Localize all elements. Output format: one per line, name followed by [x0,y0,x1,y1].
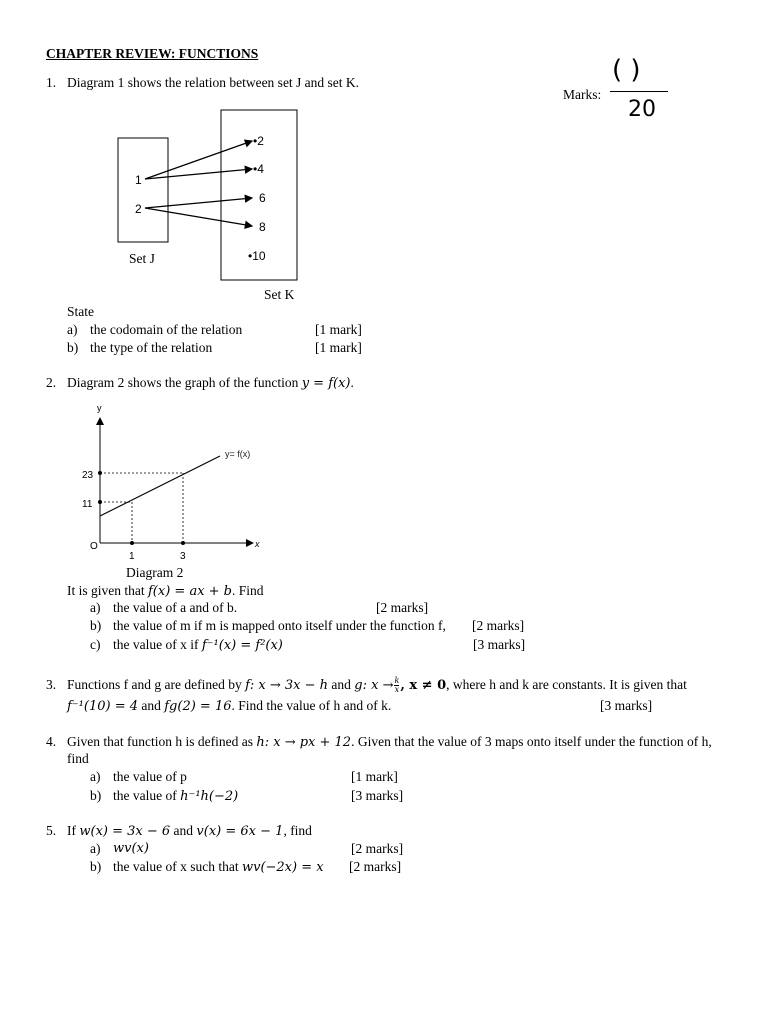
q3-g-math: g: x → $\frac{k}{x}$ , x ≠ 0 [354,676,447,694]
x-axis-label: x [255,539,260,549]
set-k-element-4: •4 [253,162,264,176]
q5b-label: b) [90,859,102,874]
q4a-marks: [1 mark] [351,769,398,784]
q1-number: 1. [46,75,57,90]
arrow-2-to-8 [145,208,252,226]
q2-function-math: y = f(x) [301,376,351,391]
q5-w-math: w(x) = 3x − 6 [79,824,171,839]
q5b-text: the value of x such that wv(−2x) = x [113,859,324,875]
set-j-element-1: 1 [135,173,142,187]
q2a-text: the value of a and of b. [113,600,238,615]
q2c-math: f⁻¹(x) = f²(x) [201,638,283,653]
x-tick-3-dot [181,541,185,545]
q1a-marks: [1 mark] [315,322,362,337]
y-tick-11: 11 [82,499,93,510]
page-title: CHAPTER REVIEW: FUNCTIONS [46,46,259,61]
marks-fraction-line [610,91,668,92]
q2c-label: c) [90,637,101,652]
q4a-label: a) [90,769,101,784]
q1b-marks: [1 mark] [315,340,362,355]
q4b-math: h⁻¹h(−2) [180,789,239,804]
q2c-text: the value of x if f⁻¹(x) = f²(x) [113,637,283,653]
x-tick-1-dot [130,541,134,545]
q5a-marks: [2 marks] [351,841,404,856]
q3-finverse-math: f⁻¹(10) = 4 [67,699,138,714]
q4-line2: find [67,751,89,766]
q5b-marks: [2 marks] [349,859,402,874]
marks-label: Marks: [563,87,602,102]
q4a-text: the value of p [113,769,187,784]
q2c-marks: [3 marks] [473,637,526,652]
origin-label: O [90,541,98,552]
q2b-text: the value of m if m is mapped onto itself under the function f, [113,618,446,633]
q4-line1: Given that function h is defined as h: x → px + 12. Given that the value of 3 maps onto itself under the function of h, [67,734,712,750]
q5a-math: wv(x) [113,841,149,856]
arrow-1-to-4 [145,169,252,179]
q2a-label: a) [90,600,101,615]
q2-given-math: f(x) = ax + b [148,584,233,599]
q3-line2: f⁻¹(10) = 4 and fg(2) = 16. Find the value of h and of k. [67,698,392,714]
q1-text: Diagram 1 shows the relation between set J and set K. [67,75,360,90]
q2b-marks: [2 marks] [472,618,525,633]
x-tick-3: 3 [180,551,186,562]
q4b-marks: [3 marks] [351,788,404,803]
set-k-element-8: 8 [259,220,266,234]
q3-marks: [3 marks] [600,698,653,713]
set-k-element-2: •2 [253,134,264,148]
q3-line1: Functions f and g are defined by f: x → 3x − h and g: x → $\frac{k}{x}$ , x ≠ 0, where h and k are constants. It is given that [67,676,687,694]
q3-number: 3. [46,677,57,692]
set-k-element-6: 6 [259,191,266,205]
x-tick-1: 1 [129,551,135,562]
q2b-label: b) [90,618,102,633]
q1b-label: b) [67,340,79,355]
q1-arrow-diagram [100,105,320,305]
q4-number: 4. [46,734,57,749]
q5b-math: wv(−2x) = x [241,860,324,875]
curve-label: y= f(x) [225,449,251,459]
marks-total: 20 [628,97,656,122]
q1b-text: the type of the relation [90,340,213,355]
q2a-marks: [2 marks] [376,600,429,615]
q4b-text: the value of h⁻¹h(−2) [113,788,239,804]
q1a-text: the codomain of the relation [90,322,243,337]
q3-fg-math: fg(2) = 16 [164,699,232,714]
q2-text: Diagram 2 shows the graph of the function y = f(x). [67,375,354,391]
q2-given: It is given that f(x) = ax + b. Find [67,583,264,599]
set-k-element-10: •10 [248,249,266,263]
marks-blank: ( ) [612,55,641,85]
q5-number: 5. [46,823,57,838]
set-j-box [118,138,168,242]
q5-line1: If w(x) = 3x − 6 and v(x) = 6x − 1, find [67,823,312,839]
q1-state: State [67,304,94,319]
y-tick-23-dot [98,471,102,475]
q4b-label: b) [90,788,102,803]
q2-graph-caption: Diagram 2 [126,565,184,580]
q5a-label: a) [90,841,101,856]
set-j-label: Set J [129,251,155,266]
arrow-1-to-2 [145,141,252,179]
set-k-label: Set K [264,287,295,302]
q5-v-math: v(x) = 6x − 1 [196,824,284,839]
function-line [100,456,220,516]
set-j-element-2: 2 [135,202,142,216]
y-tick-11-dot [98,500,102,504]
y-tick-23: 23 [82,470,94,481]
y-axis-label: y [97,403,102,413]
q2-number: 2. [46,375,57,390]
q3-f-math: f: x → 3x − h [245,678,329,693]
q4-h-math: h: x → px + 12 [256,735,352,750]
q1a-label: a) [67,322,78,337]
arrow-2-to-6 [145,198,252,208]
q2-graph [75,398,275,568]
